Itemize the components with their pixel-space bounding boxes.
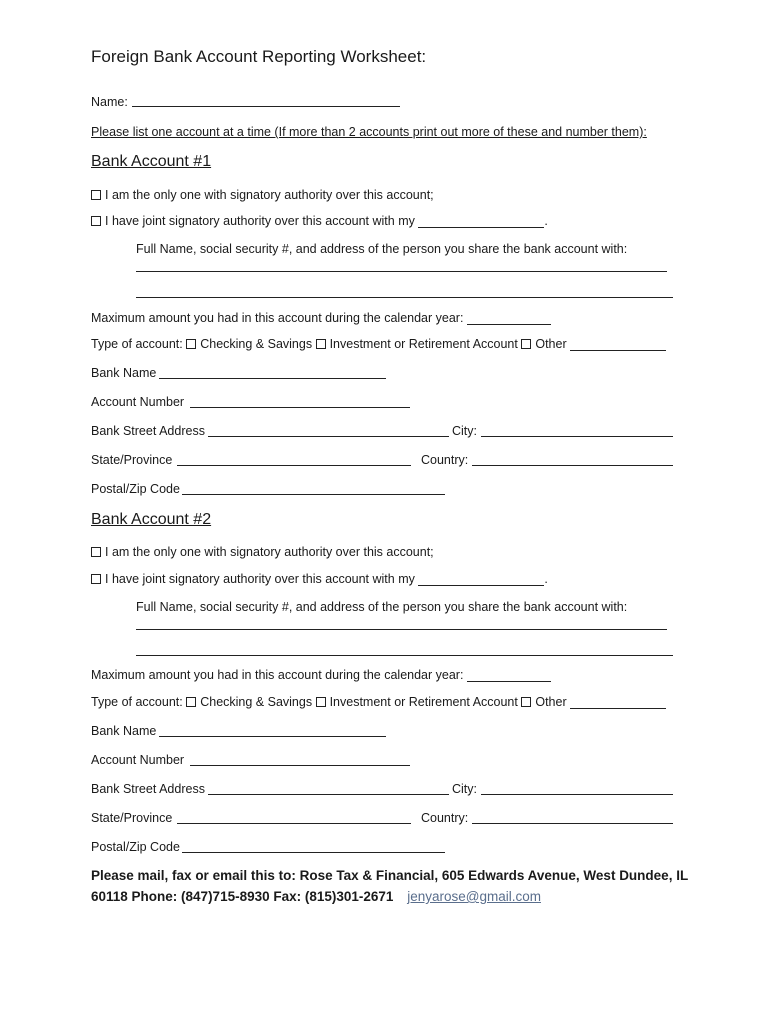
joint-period: . <box>544 572 548 586</box>
instructions-text: Please list one account at a time (If more than 2 accounts print out more of these and number them): <box>91 125 647 139</box>
street-address-input-line[interactable] <box>208 436 449 437</box>
investment-retirement-label: Investment or Retirement Account <box>329 337 518 351</box>
other-type-label: Other <box>535 337 567 351</box>
investment-retirement-checkbox[interactable] <box>316 339 326 349</box>
account-number-input-line[interactable] <box>190 765 410 766</box>
mailing-instructions-line-1: Please mail, fax or email this to: Rose Tax & Financial, 605 Edwards Avenue, West Dundee, IL <box>91 868 689 883</box>
sole-authority-checkbox[interactable] <box>91 190 101 200</box>
sole-authority-label: I am the only one with signatory authority over this account; <box>105 188 434 202</box>
postal-code-input-line[interactable] <box>182 494 445 495</box>
postal-code-label: Postal/Zip Code <box>91 482 180 496</box>
checking-savings-label: Checking & Savings <box>200 695 313 709</box>
sole-authority-option <box>91 544 434 560</box>
postal-code-label: Postal/Zip Code <box>91 840 180 854</box>
account-number-label: Account Number <box>91 395 185 409</box>
share-details-line-1[interactable] <box>136 271 667 272</box>
checking-savings-label: Checking & Savings <box>200 337 313 351</box>
name-input-line[interactable] <box>132 106 400 107</box>
page-title: Foreign Bank Account Reporting Worksheet: <box>91 47 427 66</box>
state-province-input-line[interactable] <box>177 465 411 466</box>
postal-code-input-line[interactable] <box>182 852 445 853</box>
checking-savings-checkbox[interactable] <box>186 339 196 349</box>
sole-authority-checkbox[interactable] <box>91 547 101 557</box>
street-address-label: Bank Street Address <box>91 424 205 438</box>
account-type-row <box>91 694 666 710</box>
joint-authority-label: I have joint signatory authority over this account with my <box>105 214 415 228</box>
country-label: Country: <box>421 811 469 825</box>
account-type-label: Type of account: <box>91 695 183 709</box>
share-details-line-1[interactable] <box>136 629 667 630</box>
other-type-input-line[interactable] <box>570 696 666 709</box>
street-address-label: Bank Street Address <box>91 782 205 796</box>
joint-authority-option <box>91 571 548 587</box>
share-details-line-2[interactable] <box>136 655 673 656</box>
city-input-line[interactable] <box>481 436 673 437</box>
contact-phone-fax: 60118 Phone: (847)715-8930 Fax: (815)301-2671 <box>91 889 394 904</box>
other-type-input-line[interactable] <box>570 338 666 351</box>
contact-email-link[interactable]: jenyarose@gmail.com <box>407 889 541 904</box>
country-input-line[interactable] <box>472 823 673 824</box>
bank-account-2-heading: Bank Account #2 <box>91 511 212 528</box>
account-type-row <box>91 336 666 352</box>
max-amount-input-line[interactable] <box>467 669 551 682</box>
mailing-instructions-line-2 <box>91 889 541 905</box>
account-number-label: Account Number <box>91 753 185 767</box>
bank-account-1-heading: Bank Account #1 <box>91 153 212 170</box>
share-prompt: Full Name, social security #, and address of the person you share the bank account with: <box>136 600 628 614</box>
investment-retirement-checkbox[interactable] <box>316 697 326 707</box>
joint-authority-checkbox[interactable] <box>91 216 101 226</box>
share-details-line-2[interactable] <box>136 297 673 298</box>
account-type-label: Type of account: <box>91 337 183 351</box>
checking-savings-checkbox[interactable] <box>186 697 196 707</box>
city-input-line[interactable] <box>481 794 673 795</box>
joint-authority-checkbox[interactable] <box>91 574 101 584</box>
joint-relation-input-line[interactable] <box>418 215 544 228</box>
bank-name-label: Bank Name <box>91 366 157 380</box>
max-amount-label <box>91 667 551 683</box>
state-province-label: State/Province <box>91 453 173 467</box>
joint-authority-option <box>91 213 548 229</box>
name-label: Name: <box>91 95 128 109</box>
bank-name-label: Bank Name <box>91 724 157 738</box>
country-label: Country: <box>421 453 469 467</box>
max-amount-text: Maximum amount you had in this account during the calendar year: <box>91 311 464 325</box>
country-input-line[interactable] <box>472 465 673 466</box>
sole-authority-label: I am the only one with signatory authority over this account; <box>105 545 434 559</box>
joint-period: . <box>544 214 548 228</box>
bank-name-input-line[interactable] <box>159 378 386 379</box>
street-address-input-line[interactable] <box>208 794 449 795</box>
max-amount-text: Maximum amount you had in this account during the calendar year: <box>91 668 464 682</box>
bank-name-input-line[interactable] <box>159 736 386 737</box>
investment-retirement-label: Investment or Retirement Account <box>329 695 518 709</box>
city-label: City: <box>452 782 477 796</box>
max-amount-label <box>91 310 551 326</box>
other-type-label: Other <box>535 695 567 709</box>
share-prompt: Full Name, social security #, and address of the person you share the bank account with: <box>136 242 628 256</box>
joint-authority-label: I have joint signatory authority over this account with my <box>105 572 415 586</box>
other-type-checkbox[interactable] <box>521 339 531 349</box>
sole-authority-option <box>91 187 434 203</box>
other-type-checkbox[interactable] <box>521 697 531 707</box>
max-amount-input-line[interactable] <box>467 312 551 325</box>
city-label: City: <box>452 424 477 438</box>
state-province-label: State/Province <box>91 811 173 825</box>
state-province-input-line[interactable] <box>177 823 411 824</box>
account-number-input-line[interactable] <box>190 407 410 408</box>
joint-relation-input-line[interactable] <box>418 573 544 586</box>
